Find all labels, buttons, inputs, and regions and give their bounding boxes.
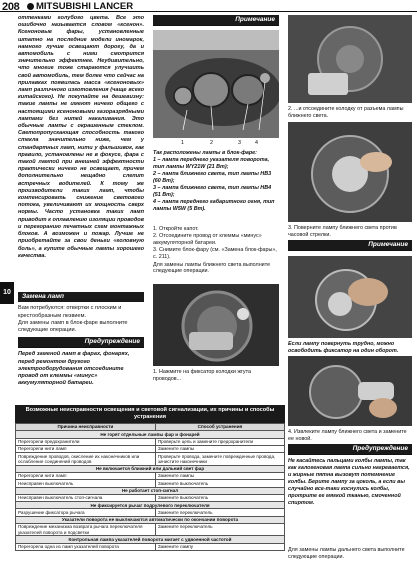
table-row xyxy=(16,523,285,536)
page-number: 208 xyxy=(2,1,20,13)
callout-row xyxy=(153,140,279,148)
step-text: 3. Снимите блок-фару (см. «Замена блок-фары», с. 211). xyxy=(153,246,277,260)
caption-item: 4 – лампа переднего габаритного огня, тип лампы W5W (5 Вт). xyxy=(153,199,275,213)
faults-table-block xyxy=(15,405,285,551)
headlamp-photo xyxy=(153,30,279,138)
lamp-remove-image xyxy=(288,356,412,426)
table-cell: Замените лампы xyxy=(155,472,284,479)
table-cell: Проверьте цепь и замените предохранители xyxy=(155,438,284,445)
intro-text: оттенками голубого цвета. Все это ошибочно называется словом «ксенон». Ксеноновые фары, установленные штатно на последние модели иномарок, намного лучше освещают дорогу, да и автомобиль с ними смотрится значительно эффектнее. Неудивительно, что многие тоже стараются улучшить свой автомобиль, тем более что сейчас на прилавках появилась масса «ксеноновых» ламп различного изготовления (чаще всего китайского). Не покупайте на дешевизну: такие лампы не имеют ничего общего с настоящими ксеноновыми газоразрядными лампами без нитей накаливания. Это обычные лампы с окрашенным стеклом. Светопропускающая способность такого стекла значительно ниже, чем у стандартных ламп, нити у фальшивок, как правило, установлены не в фокусе, фара с такой лампой при внешней эффектности практически ничего не освещает, причем дополнительно нещадно слепит встречных водителей. К тому же производители таких ламп, чтобы компенсировать снижение светового потока, увеличивают их мощность сверх нормы. Часто установка таких ламп приводит к оплавлению изоляции проводов и перегоранию печатных схем монтажных блоков. А возможен и пожар. Лучше не приобретайте за свои деньги «головную боль», а купите обычные лампы хорошего качества. xyxy=(18,15,144,259)
divider xyxy=(153,25,279,26)
table-cell: Замените выключатель xyxy=(155,494,284,501)
steps-block xyxy=(153,226,279,275)
table-cell: Перегорели нити ламп xyxy=(16,445,156,452)
warning-title: Предупреждение xyxy=(288,444,412,454)
table-group-header: Не фиксируется рычаг подрулевого переключателя xyxy=(16,502,285,509)
connector-photo xyxy=(153,284,279,366)
note-title: Примечание xyxy=(288,240,412,250)
step-caption: 3. Поверните лампу ближнего света против часовой стрелки. xyxy=(288,225,397,238)
step-text: 1. Откройте капот. xyxy=(153,226,199,232)
connector-image xyxy=(153,284,279,366)
page-title: MITSUBISHI LANCER xyxy=(36,1,134,12)
note-title: Примечание xyxy=(153,15,279,25)
column-header: Способ устранения xyxy=(155,423,284,430)
caption-item: 2 – лампа ближнего света, тип лампы HB3 (60 Вт); xyxy=(153,171,272,185)
warning-box xyxy=(18,337,144,388)
table-row xyxy=(16,438,285,445)
warning-title: Предупреждение xyxy=(18,337,144,347)
callout-2: 2 xyxy=(210,140,213,146)
table-cell: Замените лампу xyxy=(155,543,284,550)
table-cell: Перегорели нити ламп xyxy=(16,472,156,479)
lamp-remove-photo xyxy=(288,356,412,426)
table-row xyxy=(16,494,285,501)
lamp-rotate-photo xyxy=(288,122,412,222)
table-group-header: Контрольная лампа указателей поворота мигает с удвоенной частотой xyxy=(16,536,285,543)
table-row xyxy=(16,472,285,479)
table-group-header: Не включается ближний или дальний свет фар xyxy=(16,465,285,472)
step-caption: 2. ...и отсоедините колодку от разъема лампы ближнего света. xyxy=(288,106,404,119)
divider xyxy=(18,347,144,348)
table-group-header: Не работает стоп-сигнал xyxy=(16,487,285,494)
table-cell: Повреждение проводов, окисление их наконечников или ослабление соединений проводов xyxy=(16,453,156,466)
table-group-header: Указатели поворота не выключаются автоматически по окончании поворота xyxy=(16,516,285,523)
headlamp-image xyxy=(153,30,279,138)
table-cell: Повреждение механизма возврата рычага переключателя указателей поворота и подсветки xyxy=(16,523,156,536)
page-header xyxy=(0,0,417,12)
table-row xyxy=(16,543,285,550)
callout-1: 1 xyxy=(181,140,184,146)
divider xyxy=(288,454,412,455)
table-cell: Замените переключатель xyxy=(155,523,284,536)
chapter-tab: 10 xyxy=(0,282,14,304)
table-title: Возможные неисправности освещения и световой сигнализации, их причины и способы устранения xyxy=(15,405,285,423)
table-cell: Замените лампы xyxy=(155,445,284,452)
faults-table xyxy=(15,423,285,551)
caption-item: 1 – лампа переднего указателя поворота, тип лампы WY21W (21 Вт); xyxy=(153,157,270,171)
intro-column xyxy=(18,15,144,260)
step-text: 2. Отсоедините провод от клеммы «минус» аккумуляторной батареи. xyxy=(153,232,262,246)
table-cell: Разрушение фиксатора рычага xyxy=(16,509,156,516)
table-cell: Перегорела одна из ламп указателей поворота xyxy=(16,543,156,550)
caption-item: 3 – лампа ближнего света, тип лампы HB4 (51 Вт); xyxy=(153,185,272,199)
caption-intro: Так расположены лампы в блок-фаре: xyxy=(153,150,257,156)
tools-text: Вам потребуются: отвертки с плоским и крестообразным лезвием. xyxy=(18,305,122,319)
table-cell: Перегорели предохранители xyxy=(16,438,156,445)
table-cell: Неисправен выключатель xyxy=(16,480,156,487)
lamp-rotate-image xyxy=(288,122,412,222)
table-cell: Проверьте провода, замените поврежденные провода, зачистите наконечники xyxy=(155,453,284,466)
warning-text: Перед заменой ламп в фарах, фонарях, перед ремонтом другого электрооборудования отсоедините провод от клеммы «минус» аккумуляторной батареи. xyxy=(18,351,130,387)
table-cell: Неисправен выключатель стоп-сигнала xyxy=(16,494,156,501)
step-text: Для замены лампы ближнего света выполните следующие операции. xyxy=(153,261,271,275)
lamp-connector-image xyxy=(288,15,412,103)
lamp-connector-photo xyxy=(288,15,412,103)
table-row xyxy=(16,445,285,452)
table-row xyxy=(16,453,285,466)
divider xyxy=(288,250,412,251)
table-cell: Замените переключатель xyxy=(155,509,284,516)
table-body xyxy=(16,431,285,551)
note-text: Если лампу повернуть трудно, можно освободить фиксатор на один оборот. xyxy=(288,341,399,355)
lamp-caption xyxy=(153,150,279,213)
note-box xyxy=(288,240,412,251)
table-group-header: Не горят отдельные лампы фар и фонарей xyxy=(16,431,285,438)
column-header: Причина неисправности xyxy=(16,423,156,430)
callout-3: 3 xyxy=(238,140,241,146)
step-caption: 4. Извлеките лампу ближнего света и замените ее новой. xyxy=(288,429,407,442)
callout-4: 4 xyxy=(255,140,258,146)
instruction-text: Для замены ламп в блок-фаре выполните следующие операции. xyxy=(18,319,128,334)
table-row xyxy=(16,509,285,516)
section-title: Замена ламп xyxy=(18,292,144,302)
bullet-icon xyxy=(27,3,34,10)
table-header-row xyxy=(16,423,285,430)
warning-text: Не касайтесь пальцами колбы лампы, так как галогеновая лампа сильно нагревается, и жирные пятна вызовут потемнение колбы. Берите лампу за цоколь, а если вы случайно все-таки коснулись колбы, протрите ее мягкой тканью, смоченной спиртом. xyxy=(288,458,410,507)
warning-box xyxy=(288,444,412,507)
instruction-text: Для замены лампы дальнего света выполните следующие операции. xyxy=(288,547,405,560)
table-row xyxy=(16,480,285,487)
lamp-hand-image xyxy=(288,256,412,338)
replace-lamps-section xyxy=(18,292,144,334)
note-box xyxy=(153,15,279,26)
step-caption: 1. Нажмите на фиксатор колодки жгута проводов... xyxy=(153,369,251,382)
table-cell: Замените выключатель xyxy=(155,480,284,487)
lamp-hand-photo xyxy=(288,256,412,338)
